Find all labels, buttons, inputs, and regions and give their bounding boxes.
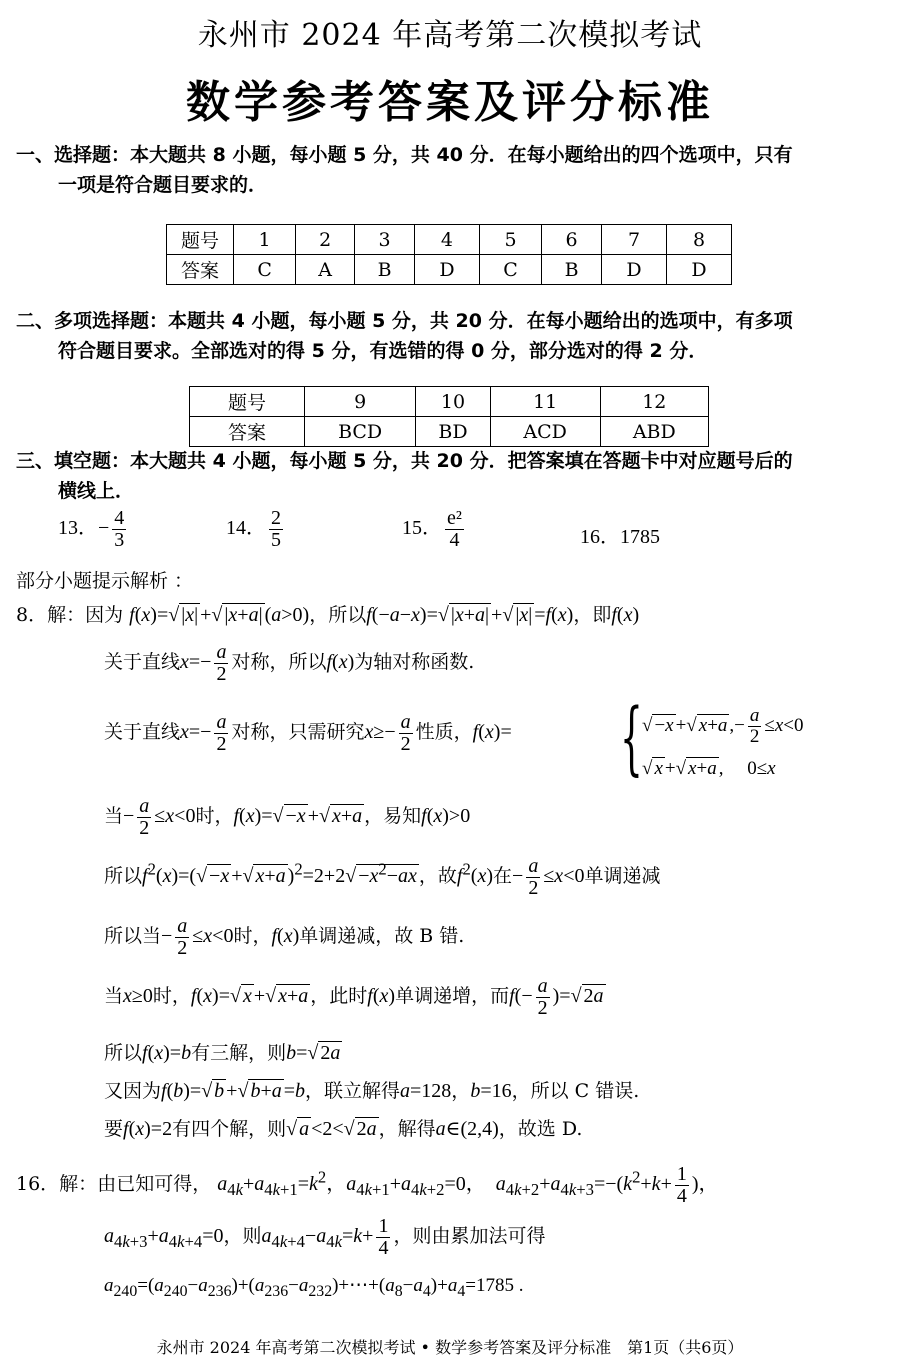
text-span: ，则由累加法可得 xyxy=(393,1225,546,1248)
formula: √ a <2<√ 2a xyxy=(286,1118,377,1140)
formula: f(x) xyxy=(326,651,355,674)
table-row xyxy=(167,225,732,255)
text-span: ，则 xyxy=(223,1225,262,1248)
text-span: 时， xyxy=(233,925,272,948)
formula: x=− $\frac{a}{2}$ xyxy=(180,641,227,685)
table-cell: 12 xyxy=(600,387,708,417)
answer-13-numerator: 4 xyxy=(114,507,125,529)
text-span: 有四个解，则 xyxy=(172,1118,287,1140)
answer-14-denominator: 5 xyxy=(271,529,281,551)
formula: f(b)=√ b +√ b+a =b xyxy=(161,1080,305,1102)
table-cell: B xyxy=(542,255,602,285)
answer-16-value: 1785 xyxy=(620,526,660,548)
text-span: 关于直线 xyxy=(104,721,181,744)
table-row xyxy=(167,255,732,285)
formula: a∈(2,4) xyxy=(435,1118,499,1140)
section2-line2: 符合题目要求。全部选对的得 5 分，有选错的得 0 分，部分选对的得 2 分． xyxy=(58,340,708,362)
answer-14 xyxy=(226,508,286,551)
formula: b=16 xyxy=(470,1080,512,1102)
table-cell: 3 xyxy=(355,225,415,255)
solution8-line2 xyxy=(104,642,474,685)
table-cell: 4 xyxy=(415,225,480,255)
text-span: ，所以 C 错误. xyxy=(511,1080,640,1102)
table-row xyxy=(190,417,709,447)
piecewise-brace: { xyxy=(620,691,643,784)
text-span: ，即 xyxy=(573,604,612,626)
answer-16 xyxy=(580,520,660,549)
page-title: 永州市 2024 年高考第二次模拟考试 xyxy=(197,18,703,53)
solution8-line7 xyxy=(104,976,606,1019)
formula: f(x)=2 xyxy=(123,1118,173,1140)
text-span: 时， xyxy=(195,805,234,828)
formula: $f^2(x)=(√ -x$ +√ x+a )$^2=2+2√ -x^2-ax$ xyxy=(142,859,417,888)
table-cell: ABD xyxy=(600,417,708,447)
table-header-cell: 答案 xyxy=(167,255,234,285)
section1-line2: 一项是符合题目要求的． xyxy=(58,174,268,196)
table-cell: D xyxy=(415,255,480,285)
answer-13-sign: − xyxy=(98,517,110,540)
solution16-line2 xyxy=(104,1216,545,1259)
formula: f(x)=√ |x| +√ |x+a| (a>0) xyxy=(129,604,310,626)
formula: $f^2(x)$ xyxy=(456,859,494,888)
section3-line1: 三、填空题：本大题共 4 小题，每小题 5 分，共 20 分．把答案填在答题卡中对应题号后的 xyxy=(16,450,793,472)
formula: f(x) xyxy=(367,985,396,1008)
solution8-line1 xyxy=(16,600,639,627)
text-span: 由已知可得， xyxy=(97,1173,212,1196)
text-span: ，联立解得 xyxy=(305,1080,401,1102)
formula: f(x)>0 xyxy=(421,805,471,828)
solution8-line4 xyxy=(104,796,470,839)
page-footer: 永州市 2024 年高考第二次模拟考试 • 数学参考答案及评分标准 第1页（共6页） xyxy=(156,1338,744,1357)
table-cell: 1 xyxy=(234,225,296,255)
formula: f(x)=b xyxy=(142,1042,192,1064)
table-cell: C xyxy=(479,255,541,285)
solution8-line3 xyxy=(104,712,512,755)
table-cell: BD xyxy=(416,417,491,447)
text-span: 单调递减，故 B 错. xyxy=(299,925,465,948)
text-span: 性质， xyxy=(415,721,473,744)
answer-13-label: 13． xyxy=(58,517,98,540)
formula: f(x) xyxy=(271,925,300,948)
table-cell: D xyxy=(602,255,667,285)
answer-16-label: 16． xyxy=(580,526,620,548)
solution16-line3: $a_{240}=(a_{240}-a_{236})+(a_{236}-a_{232})+\cdots+(a_8-a_4)+a_4=1785$ . xyxy=(104,1275,524,1300)
text-span: 单调递减 xyxy=(584,865,661,888)
formula: f(x)=√ −x +√ x+a xyxy=(233,805,363,828)
formula: − $\frac{a}{2}$ ≤x<0 xyxy=(512,855,585,899)
table-cell: 6 xyxy=(542,225,602,255)
text-span: ，故 xyxy=(418,865,457,888)
answer-14-numerator: 2 xyxy=(271,507,281,529)
section2-answer-table xyxy=(189,386,709,447)
table-cell: 11 xyxy=(490,387,600,417)
table-cell: C xyxy=(234,255,296,285)
table-cell: 2 xyxy=(296,225,355,255)
section3-intro xyxy=(16,446,793,506)
text-span: 又因为 xyxy=(104,1080,162,1102)
answer-13 xyxy=(58,508,129,551)
formula: x≥− $\frac{a}{2}$ xyxy=(364,711,411,755)
text-span: 所以当 xyxy=(104,925,162,948)
solution8-line9 xyxy=(104,1076,639,1103)
answer-15-denominator: 4 xyxy=(449,529,460,551)
text-span: ，易知 xyxy=(364,805,422,828)
text-span: 在 xyxy=(493,865,513,888)
table-cell: 8 xyxy=(666,225,731,255)
table-cell: D xyxy=(666,255,731,285)
formula: x≥0 xyxy=(123,985,153,1008)
formula: f(−a−x)=√ |x+a| +√ |x| =f(x) xyxy=(366,604,574,626)
solution8-line6 xyxy=(104,916,464,959)
piecewise-case1: √ −x +√ x+a ,− $\frac{a}{2}$ ≤x<0 xyxy=(642,705,804,747)
table-row xyxy=(190,387,709,417)
text-span: 因为 xyxy=(85,604,124,626)
table-cell: 9 xyxy=(305,387,416,417)
table-cell: A xyxy=(296,255,355,285)
formula: − $\frac{a}{2}$ ≤x<0 xyxy=(161,915,234,959)
page-subtitle: 数学参考答案及评分标准 xyxy=(186,77,714,128)
table-cell: 7 xyxy=(602,225,667,255)
table-cell: 5 xyxy=(479,225,541,255)
section1-answer-table xyxy=(166,224,732,285)
text-span: ，此时 xyxy=(310,985,368,1008)
text-span: ，故选 D. xyxy=(498,1118,583,1140)
table-header-cell: 题号 xyxy=(167,225,234,255)
formula: f(− $\frac{a}{2}$ )=√ 2a xyxy=(509,975,604,1019)
solution8-line10 xyxy=(104,1114,582,1141)
table-cell: B xyxy=(355,255,415,285)
formula: $a_{4k+3}+a_{4k+4}=0$ xyxy=(104,1225,224,1252)
formula: f(x)= xyxy=(472,721,512,744)
answer-15-numerator: e² xyxy=(447,507,462,529)
formula: f(x)=√ x +√ x+a xyxy=(190,985,309,1008)
answer-15-label: 15． xyxy=(402,517,442,540)
section2-line1: 二、多项选择题：本题共 4 小题，每小题 5 分，共 20 分．在每小题给出的选项中，有多项 xyxy=(16,310,793,332)
text-span: 时， xyxy=(152,985,191,1008)
table-header-cell: 题号 xyxy=(190,387,305,417)
text-span: 对称，所以 xyxy=(231,651,327,674)
solution16-line1 xyxy=(16,1164,719,1207)
text-span: 有三解，则 xyxy=(191,1042,287,1064)
text-span: 所以 xyxy=(104,1042,143,1064)
table-cell: 10 xyxy=(416,387,491,417)
table-cell: ACD xyxy=(490,417,600,447)
text-span: 要 xyxy=(104,1118,124,1140)
formula: $a_{4k}+a_{4k+1}=k^2$，$a_{4k+1}+a_{4k+2}=0$， $a_{4k+2}+a_{4k+3}=-(k^2+k+$ $\frac{1}{4}$ )， xyxy=(217,1163,719,1207)
section1-line1: 一、选择题：本大题共 8 小题，每小题 5 分，共 40 分．在每小题给出的四个选项中，只有 xyxy=(16,144,793,166)
text-span: ，所以 xyxy=(309,604,367,626)
text-span: ， xyxy=(451,1080,471,1102)
text-span: 当 xyxy=(104,805,124,828)
answer-13-denominator: 3 xyxy=(114,529,125,551)
solution8-line8 xyxy=(104,1038,342,1065)
table-cell: BCD xyxy=(305,417,416,447)
text-span: 所以 xyxy=(104,865,143,888)
section2-intro xyxy=(16,306,793,366)
text-span: 单调递增，而 xyxy=(395,985,510,1008)
solution16-label: 16．解： xyxy=(16,1173,98,1196)
piecewise-case2: √ x +√ x+a , 0≤x xyxy=(642,758,776,779)
solution8-label: 8．解： xyxy=(16,604,86,626)
text-span: 关于直线 xyxy=(104,651,181,674)
formula: f(x) xyxy=(611,604,640,626)
section1-intro xyxy=(16,140,793,200)
formula: a=128 xyxy=(400,1080,452,1102)
text-span: 对称，只需研究 xyxy=(231,721,365,744)
text-span: 当 xyxy=(104,985,124,1008)
section3-line2: 横线上． xyxy=(58,480,135,502)
solution8-line5 xyxy=(104,856,660,899)
formula: b=√ 2a xyxy=(286,1042,341,1064)
answer-15 xyxy=(402,508,467,551)
text-span: 为轴对称函数. xyxy=(354,651,475,674)
formula: $a_{4k+4}-a_{4k}=k+$ $\frac{1}{4}$ xyxy=(261,1215,389,1259)
text-span: ，解得 xyxy=(378,1118,436,1140)
formula: x=− $\frac{a}{2}$ xyxy=(180,711,227,755)
table-header-cell: 答案 xyxy=(190,417,305,447)
answer-14-label: 14． xyxy=(226,517,266,540)
formula: − $\frac{a}{2}$ ≤x<0 xyxy=(123,795,196,839)
hints-title: 部分小题提示解析 ： xyxy=(16,570,194,592)
